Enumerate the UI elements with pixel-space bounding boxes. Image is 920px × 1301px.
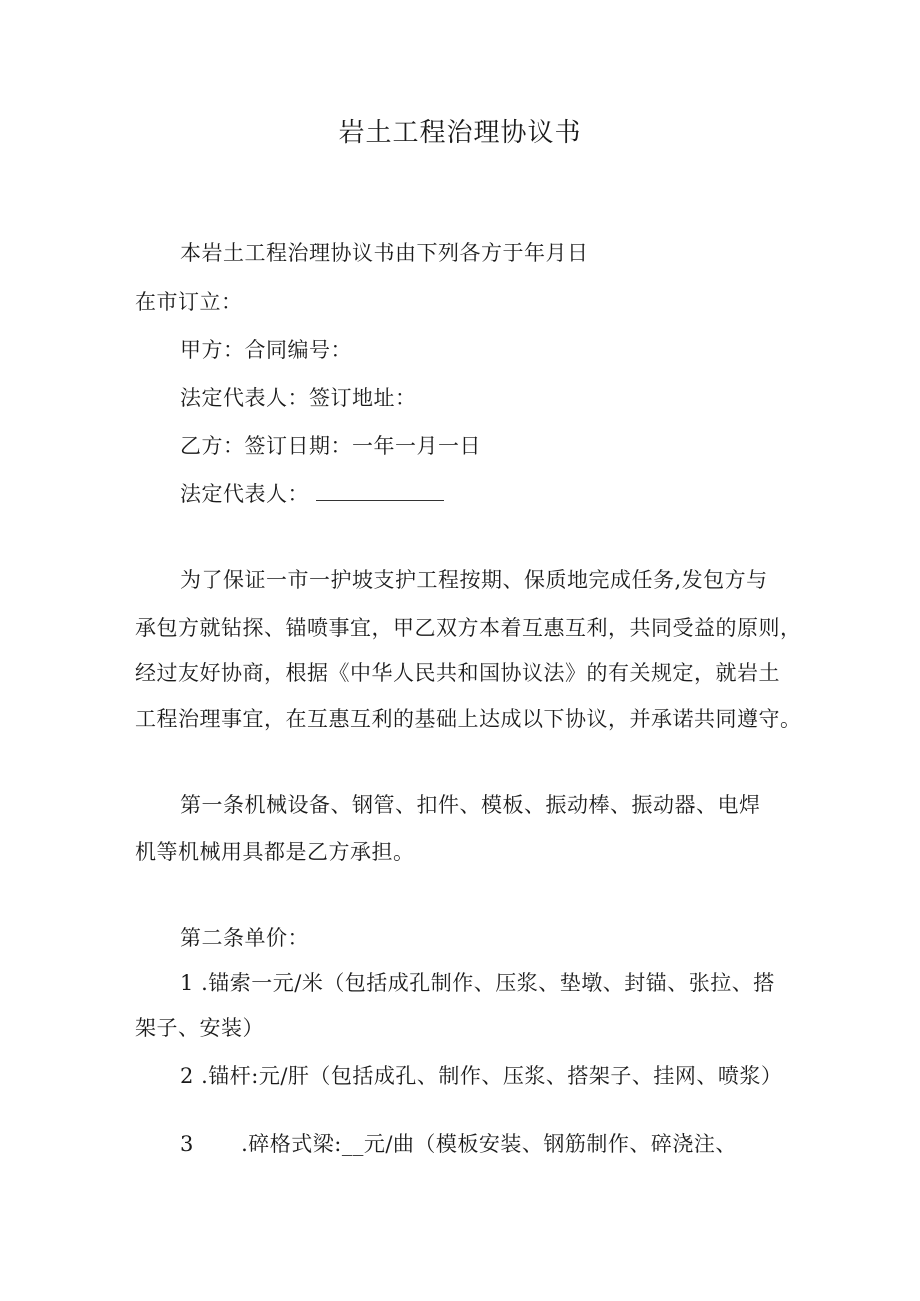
legal-rep-b-line: 法定代表人： <box>180 482 309 506</box>
preamble-line-2: 承包方就钻探、锚喷事宜，甲乙双方本着互惠互利，共同受益的原则， <box>135 616 802 640</box>
legal-rep-a-line: 法定代表人：签订地址： <box>180 386 417 410</box>
article-2-item-2 <box>180 1066 782 1087</box>
intro-line-2: 在市订立： <box>135 290 243 314</box>
article-1-line-1: 第一条机械设备、钢管、扣件、模板、振动棒、振动器、电焊 <box>180 793 761 817</box>
document-title: 岩土工程治理协议书 <box>338 118 582 148</box>
item-3-number: 3 <box>180 1132 194 1156</box>
preamble-line-3: 经过友好协商，根据《中华人民共和国协议法》的有关规定，就岩土 <box>135 661 780 685</box>
party-b-line: 乙方：签订日期：一年一月一日 <box>180 434 481 458</box>
article-2-item-3 <box>180 1134 737 1155</box>
party-a-line: 甲方：合同编号： <box>180 338 352 362</box>
article-2-heading: 第二条单价： <box>180 926 309 950</box>
preamble-line-4: 工程治理事宜，在互惠互利的基础上达成以下协议，并承诺共同遵守。 <box>135 707 802 731</box>
article-2-item-1-cont: 架子、安装） <box>135 1016 264 1040</box>
item-1-text: .锚索一元/米（包括成孔制作、压浆、垫墩、封锚、张拉、搭 <box>201 971 775 995</box>
signature-blank-line <box>316 500 444 501</box>
intro-line-1: 本岩土工程治理协议书由下列各方于年月日 <box>180 241 589 265</box>
item-1-number: 1 <box>180 971 194 995</box>
preamble-line-1: 为了保证一市一护坡支护工程按期、保质地完成任务,发包方与 <box>180 568 768 592</box>
item-2-number: 2 <box>180 1064 194 1088</box>
item-2-text: .锚杆:元/肝（包括成孔、制作、压浆、搭架子、挂网、喷浆） <box>201 1064 783 1088</box>
article-1-line-2: 机等机械用具都是乙方承担。 <box>135 840 415 864</box>
item-3-text: .碎格式梁:__元/曲（模板安装、钢筋制作、碎浇注、 <box>241 1132 737 1156</box>
article-2-item-1 <box>180 973 775 994</box>
